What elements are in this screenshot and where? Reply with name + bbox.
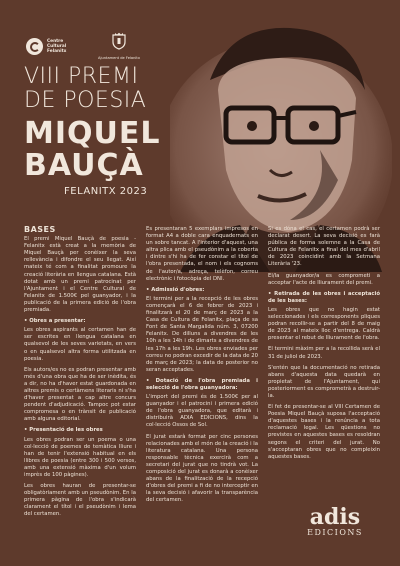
edition-label: FELANITX 2023 [64, 186, 148, 197]
centre-cultural-logo [26, 38, 77, 55]
publisher-subtitle: EDICIONS [307, 528, 363, 537]
title-line-1: VIII PREMI [24, 64, 139, 89]
paragraph: Les obres hauran de presentar-se obligatòriament amb un pseudònim. En la primera pàgina de l'obra s'indicarà clarament el títol i el pseudònim i lema del certamen. [24, 483, 136, 518]
section-heading: • Presentació de les obres [24, 427, 103, 434]
publisher-name: adis [309, 504, 361, 530]
section-heading: • Obres a presentar: [24, 318, 86, 325]
section-heading: • Dotació de l'obra premiada i selecció de l'obra guanyadora: [146, 377, 258, 391]
paragraph: Les obres podran ser un poema o una col·lecció de poemes de temàtica lliure i han de tenir l'extensió habitual en els llibres de poesia (entre 300 i 500 versos, amb una extensió màxima d'un volum imprès de 100 pàgines). [24, 436, 136, 478]
publisher-logo [300, 506, 370, 537]
paragraph: El termini màxim per a la recollida serà el 31 de juliol de 2023. [268, 346, 380, 360]
paragraph: Els autors/es no es podran presentar amb més d'una obra que ha de ser inèdita, és a dir, no ha d'haver estat guardonada en altres premis o certàmens literaris ni s'ha d'haver presentat a cap altre concurs pendent d'adjudicació. Tampoc pot estar compromesa o en trànsit de publicació amb alguna editorial. [24, 366, 136, 423]
column-3 [268, 226, 380, 465]
column-2 [146, 226, 258, 508]
bases-heading: BASES [24, 225, 56, 234]
paragraph: El fet de presentar-se al VIII Certamen de Poesia Miquel Bauçà suposa l'acceptació d'aquestes bases i la renúncia a tota reclamació legal. Les qüestions no previstes en aquestes bases es resoldran segons el criteri del jurat. No s'acceptaran obres que no compleixin aquestes bases. [268, 404, 380, 460]
paragraph: Si es dóna el cas, el certamen podrà ser declarat desert. La seva decisió es farà pública de forma solemne a la Casa de Cultura de Felanitx a final del mes d'abril de 2023 coincidint amb la Setmana Literària '23. [268, 226, 380, 268]
coat-of-arms-icon [112, 32, 126, 50]
paragraph: El/la guanyador/a es comprometi a acceptar l'acte de lliurament del premi. [268, 272, 380, 286]
paragraph: Les obres aspirants al certamen han de ser escrites en llengua catalana en qualsevol de les seves varietats, en vers o en qualsevol altra forma utilitzada en poesia. [24, 327, 136, 362]
intro-paragraph: El premi Miquel Bauçà de poesia - Felanitx està creat a la memòria de Miquel Bauçà per conèixer la seva rellevància i difondre el seu llegat. Així mateix té com a finalitat promoure la creació literària en llengua catalana. Està dotat amb un premi patrocinat per l'Ajuntament i el Centre Cultural de Felanitx de 1.500€ pel guanyador, i la publicació de la primera edició de l'obra premiada. [24, 236, 136, 314]
title-line-4: BAUÇÀ [24, 148, 144, 183]
section-heading: • Retirada de les obres i acceptació de les bases: [268, 290, 380, 304]
centre-cultural-text: Centre Cultural Felanitx [47, 39, 67, 54]
paragraph: Es presentaran 5 exemplars impresos en format A4 a doble cara enquadernats en un sobre tancat. A l'interior d'aquest, una altra plica amb el pseudònim a la coberta i dintre s'hi ha de fer constar el títol de l'obra presentada, el nom i els cognoms de l'autor/a, adreça, telèfon, correu electrònic i fotocòpia del DNI. [146, 226, 258, 282]
title-line-2: DE POESIA [24, 88, 147, 113]
centre-cultural-icon [26, 38, 43, 55]
title-line-3: MIQUEL [24, 116, 161, 151]
ajuntament-text: Ajuntament de Felanitx [98, 56, 140, 60]
ajuntament-logo [98, 32, 140, 60]
section-heading: • Admissió d'obres: [146, 286, 205, 293]
paragraph: El jurat estarà format per cinc persones relacionades amb el món de la creació i la literatura catalana. Una persona responsable tècnica exercirà com a secretari del jurat que no tindrà vot. La composició del jurat es donarà a conèixer abans de la finalització de la recepció d'obres del premi a fi de no interceptir en la seva decisió i afavorir la transparència del certamen. [146, 433, 259, 504]
paragraph: L'import del premi és de 1.500€ per al guanyador i el patrocini i primera edició de l'obra guanyadora, que editarà i distribuirà ADIA EDICIONS, dins la col·lecció Ossos de Sol. [146, 394, 258, 429]
paragraph: S'entén que la documentació no retirada abans d'aquesta data quedarà en propietat de l'Ajuntament, qui posteriorment es comprometrà a destruir-la. [268, 364, 380, 399]
paragraph: El termini per a la recepció de les obres començarà el 6 de febrer de 2023 i finalitzarà el 20 de març de 2023 a la Casa de Cultura de Felanitx, plaça de sa Font de Santa Margalida núm. 3, 07200 Felanitx. De dilluns a divendres de les 10h a les 14h i de dimarts a divendres de les 17h a les 19h. Les obres enviades per correu no podran excedir de la data de 20 de març de 2023; la data de posterior no seran acceptades. [146, 295, 258, 373]
column-1 [24, 226, 136, 523]
paragraph: Les obres que no hagin estat seleccionades i els corresponents pliques podran recollir-se a partir del 8 de maig de 2023 al mateix lloc d'entrega. Caldrà presentar el rebut de lliurament de l'obra. [268, 306, 380, 342]
